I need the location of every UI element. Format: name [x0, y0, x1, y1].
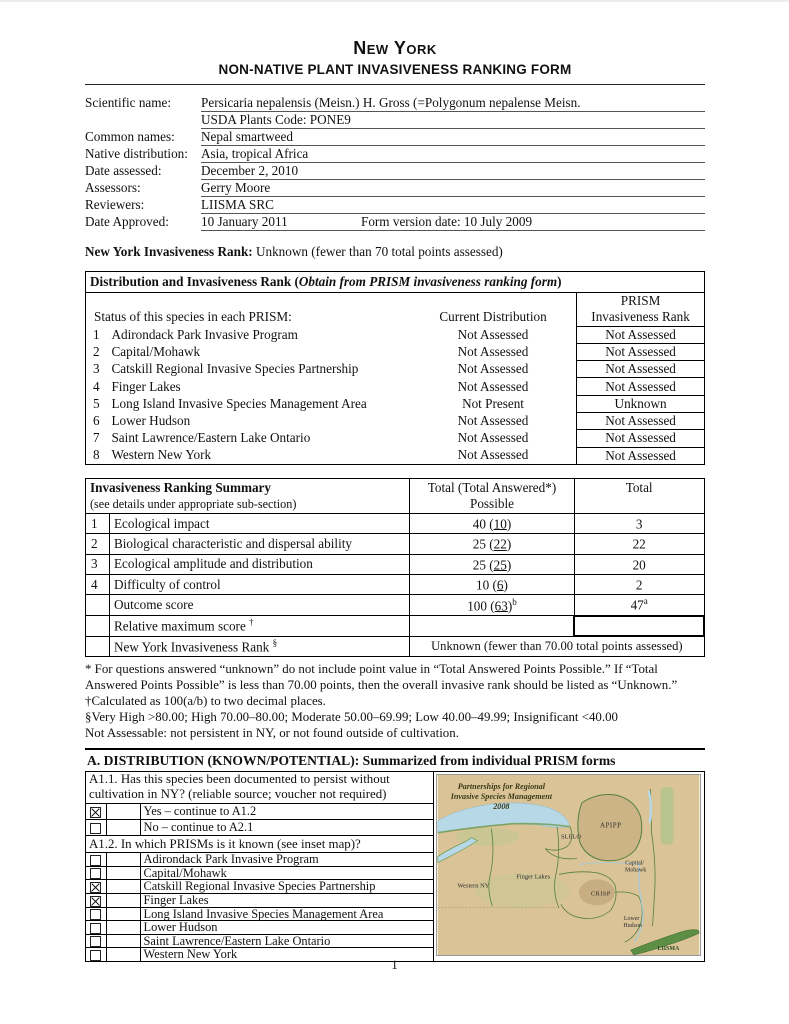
- field-label: Reviewers:: [85, 197, 145, 212]
- prism-name: Capital/Mohawk: [111, 343, 201, 359]
- prism-row: 8 Western New York Not Assessed Not Assessed: [86, 447, 705, 464]
- prism-option-row: [86, 880, 433, 894]
- option-label: Adirondack Park Invasive Program: [140, 853, 433, 867]
- option-label: Saint Lawrence/Eastern Lake Ontario: [140, 934, 433, 948]
- col-header-distribution: Current Distribution: [439, 309, 547, 324]
- checkbox[interactable]: [90, 936, 101, 947]
- map-land: [438, 775, 700, 955]
- prism-rank: Not Assessed: [577, 412, 705, 429]
- col-header-prism-rank: PRISM Invasiveness Rank: [577, 292, 705, 326]
- prism-rank: Not Assessed: [577, 361, 705, 378]
- prism-map-svg: [436, 774, 701, 956]
- col-header-status: Status of this species in each PRISM:: [94, 309, 292, 324]
- section-a-table: [85, 772, 705, 963]
- prism-rank: Not Assessed: [577, 378, 705, 395]
- option-label: Catskill Regional Invasive Species Partnership: [140, 880, 433, 894]
- field-label: Common names:: [85, 129, 175, 144]
- relative-max-score-box: [574, 616, 704, 636]
- field-label: Date assessed:: [85, 163, 162, 178]
- map-title-line2: Invasive Species Management: [450, 791, 553, 801]
- prism-rank: Not Assessed: [577, 326, 705, 343]
- prism-distribution: Not Assessed: [457, 413, 529, 429]
- summary-label: Relative maximum score †: [109, 616, 409, 636]
- summary-possible: 25 (22): [410, 534, 575, 554]
- option-label: Yes – continue to A1.2: [140, 804, 433, 820]
- option-yes-row: [86, 804, 433, 820]
- summary-possible: 10 (6): [410, 575, 575, 595]
- option-label: Western New York: [143, 947, 238, 962]
- summary-row: 1 Ecological impact 40 (10) 3: [86, 513, 705, 533]
- prism-distribution: Not Assessed: [457, 378, 529, 394]
- map-label-crisp: CRISP: [590, 889, 611, 897]
- prism-inset-map: [433, 772, 704, 962]
- map-label-mohawk: Mohawk: [625, 867, 647, 874]
- footnote-asterisk: * For questions answered “unknown” do not include point value in “Total Answered Points Possible.” If “Total Answered Points Possible” is less than 70.00 points, then the overall invasive rank should be listed as “Unknown.”: [85, 662, 678, 693]
- prism-option-row: [86, 934, 433, 948]
- checkbox[interactable]: [90, 807, 101, 818]
- page-title: New York: [353, 38, 437, 58]
- map-label-finger-lakes: Finger Lakes: [516, 873, 551, 881]
- page-subtitle: NON-NATIVE PLANT INVASIVENESS RANKING FORM: [218, 62, 572, 77]
- field-row-assessors: [85, 179, 705, 196]
- prism-distribution: Not Assessed: [457, 430, 529, 446]
- prism-name: Adirondack Park Invasive Program: [111, 326, 298, 342]
- prism-row: 1 Adirondack Park Invasive Program Not Assessed Not Assessed: [86, 326, 705, 343]
- map-label-western-ny: Western NY: [457, 882, 490, 890]
- summary-subtitle: (see details under appropriate sub-section): [90, 496, 297, 511]
- summary-label: Ecological impact: [109, 513, 409, 533]
- field-row-scientific-name: [85, 94, 705, 111]
- prism-distribution: Not Assessed: [457, 343, 529, 359]
- summary-total: 3: [574, 513, 704, 533]
- option-label: No – continue to A2.1: [140, 820, 433, 836]
- summary-label: Biological characteristic and dispersal ability: [109, 534, 409, 554]
- option-label: Lower Hudson: [140, 921, 433, 935]
- summary-possible: 100 $(63)^b$: [410, 595, 575, 616]
- field-value: LIISMA SRC: [201, 196, 705, 213]
- summary-possible: 40 (10): [410, 513, 575, 533]
- col-header-possible: Total (Total Answered*) Possible: [410, 478, 575, 513]
- map-label-apipp: APIPP: [600, 821, 622, 830]
- summary-label: Ecological amplitude and distribution: [109, 554, 409, 574]
- prism-distribution-table: [85, 271, 705, 465]
- invasiveness-summary-table: [85, 478, 705, 657]
- form-version-date: Form version date: 10 July 2009: [360, 213, 533, 229]
- option-label: Long Island Invasive Species Management Area: [140, 907, 433, 921]
- field-value: Asia, tropical Africa: [201, 145, 705, 162]
- date-approved-value: 10 January 2011: [201, 213, 288, 229]
- prism-table-header-row: [86, 292, 705, 326]
- checkbox[interactable]: [90, 923, 101, 934]
- prism-name: Saint Lawrence/Eastern Lake Ontario: [111, 430, 311, 446]
- rank-value: Unknown (fewer than 70 total points assessed): [252, 243, 503, 259]
- prism-option-row: [86, 907, 433, 921]
- summary-row: 4 Difficulty of control 10 (6) 2: [86, 575, 705, 595]
- field-value: Persicaria nepalensis (Meisn.) H. Gross (=Polygonum nepalense Meisn.: [201, 94, 705, 111]
- section-divider: [85, 748, 705, 750]
- field-value: Nepal smartweed: [201, 128, 705, 145]
- prism-name: Lower Hudson: [111, 413, 191, 429]
- footnote-dagger: †Calculated as 100(a/b) to two decimal places.: [85, 693, 326, 708]
- page-number: 1: [391, 957, 398, 972]
- field-label: [85, 111, 201, 128]
- summary-row-ny-rank: [86, 636, 705, 656]
- prism-row: 6 Lower Hudson Not Assessed Not Assessed: [86, 412, 705, 429]
- metadata-fields: [85, 94, 705, 231]
- prism-row: 4 Finger Lakes Not Assessed Not Assessed: [86, 378, 705, 395]
- field-label: Assessors:: [85, 180, 141, 195]
- prism-name: Finger Lakes: [111, 378, 181, 394]
- checkbox[interactable]: [90, 823, 101, 834]
- footnote-section: §Very High >80.00; High 70.00–80.00; Moderate 50.00–69.99; Low 40.00–49.99; Insignificant <40.00: [85, 709, 618, 724]
- prism-distribution: Not Assessed: [457, 361, 529, 377]
- map-label-slelo: SLELO: [560, 833, 582, 841]
- ny-rank-result: Unknown (fewer than 70.00 total points assessed): [410, 636, 704, 656]
- prism-distribution: Not Present: [462, 395, 524, 411]
- prism-table-title-row: [86, 271, 705, 292]
- field-row-common-names: [85, 128, 705, 145]
- option-label: Capital/Mohawk: [140, 866, 433, 880]
- prism-row: 5 Long Island Invasive Species Management Area Not Present Unknown: [86, 395, 705, 412]
- prism-table-title-close: ): [557, 273, 562, 289]
- summary-header-row: [86, 478, 705, 513]
- field-row-native-distribution: [85, 145, 705, 162]
- summary-label: Outcome score: [109, 595, 409, 616]
- prism-rank: Not Assessed: [577, 430, 705, 447]
- section-a-heading: A. DISTRIBUTION (KNOWN/POTENTIAL): Summarized from individual PRISM forms: [85, 751, 705, 772]
- col-header-total: Total: [574, 478, 704, 513]
- checkbox[interactable]: [90, 855, 101, 866]
- prism-distribution: Not Assessed: [457, 326, 529, 342]
- prism-row: 3 Catskill Regional Invasive Species Partnership Not Assessed Not Assessed: [86, 361, 705, 378]
- prism-row: 7 Saint Lawrence/Eastern Lake Ontario Not Assessed Not Assessed: [86, 430, 705, 447]
- summary-row: [86, 595, 705, 616]
- field-value: [201, 213, 705, 230]
- map-label-liisma: LIISMA: [657, 945, 680, 952]
- summary-title: Invasiveness Ranking Summary: [90, 479, 271, 495]
- footnote-not-assessable: Not Assessable: not persistent in NY, or not found outside of cultivation.: [85, 725, 459, 740]
- question-a11: A1.1. Has this species been documented to persist without cultivation in NY? (reliable source; voucher not required): [86, 772, 433, 804]
- checkbox[interactable]: [90, 882, 101, 893]
- summary-total: 22: [574, 534, 704, 554]
- prism-table-title: Distribution and Invasiveness Rank (: [90, 273, 299, 289]
- prism-option-row: [86, 866, 433, 880]
- map-label-hudson: Hudson: [623, 922, 642, 929]
- field-row-date-approved: [85, 213, 705, 230]
- field-label: Date Approved:: [85, 214, 169, 229]
- map-label-capital: Capital/: [625, 860, 645, 867]
- map-title-line1: Partnerships for Regional: [457, 781, 546, 791]
- prism-rank: Unknown: [577, 395, 705, 412]
- summary-total: 47$^a$: [574, 595, 704, 616]
- map-title-line3: 2008: [493, 801, 510, 811]
- prism-name: Catskill Regional Invasive Species Partnership: [111, 361, 359, 377]
- ny-invasiveness-rank-line: [85, 244, 705, 260]
- prism-distribution: Not Assessed: [457, 447, 529, 463]
- map-label-lower: Lower: [623, 915, 640, 922]
- question-a12-row: [86, 836, 433, 853]
- field-row-reviewers: [85, 196, 705, 213]
- field-label: Native distribution:: [85, 146, 188, 161]
- title-divider: [85, 84, 705, 85]
- field-value: USDA Plants Code: PONE9: [201, 111, 705, 128]
- field-label: Scientific name:: [85, 95, 172, 110]
- checkbox[interactable]: [90, 868, 101, 879]
- field-row-date-assessed: [85, 162, 705, 179]
- checkbox[interactable]: [90, 896, 101, 907]
- field-value: December 2, 2010: [201, 162, 705, 179]
- rank-label: New York Invasiveness Rank:: [85, 243, 253, 259]
- prism-name: Long Island Invasive Species Management Area: [111, 395, 367, 411]
- prism-option-row: [86, 853, 433, 867]
- prism-row: 2 Capital/Mohawk Not Assessed Not Assessed: [86, 343, 705, 360]
- summary-row: 2 Biological characteristic and dispersal ability 25 (22) 22: [86, 534, 705, 554]
- footnotes: [85, 662, 705, 742]
- question-a11-row: [86, 772, 433, 804]
- summary-total: 20: [574, 554, 704, 574]
- summary-label: New York Invasiveness Rank §: [109, 636, 409, 656]
- option-no-row: [86, 820, 433, 836]
- question-a12: A1.2. In which PRISMs is it known (see inset map)?: [86, 836, 433, 853]
- prism-option-row: [86, 921, 433, 935]
- summary-possible: 25 (25): [410, 554, 575, 574]
- prism-rank: Not Assessed: [577, 343, 705, 360]
- prism-option-row: [86, 894, 433, 908]
- summary-label: Difficulty of control: [109, 575, 409, 595]
- summary-total: 2: [574, 575, 704, 595]
- summary-row: 3 Ecological amplitude and distribution 25 (25) 20: [86, 554, 705, 574]
- field-value: Gerry Moore: [201, 179, 705, 196]
- prism-name: Western New York: [111, 447, 212, 463]
- option-label: Finger Lakes: [140, 894, 433, 908]
- summary-row-relative-max: [86, 616, 705, 636]
- checkbox[interactable]: [90, 909, 101, 920]
- prism-table-title-italic: Obtain from PRISM invasiveness ranking form: [298, 273, 558, 289]
- field-row-usda-code: [85, 111, 705, 128]
- prism-rank: Not Assessed: [577, 447, 705, 464]
